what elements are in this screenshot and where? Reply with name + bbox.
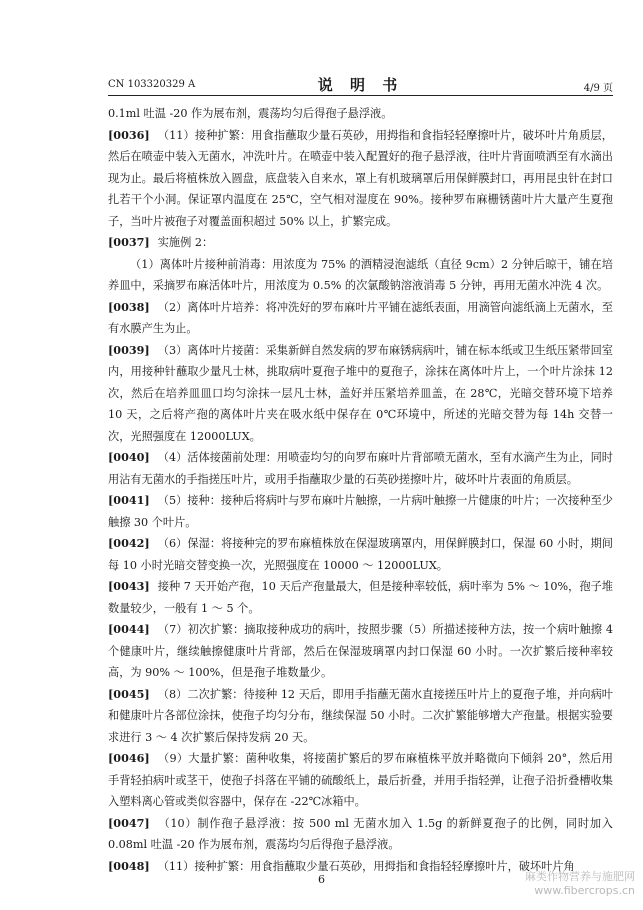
paragraph-text: （2）离体叶片培养：将冲洗好的罗布麻叶片平铺在滤纸表面，用滴管向滤纸滴上无菌水，至有水膜产生为止。	[108, 300, 613, 335]
paragraph	[108, 447, 613, 490]
paragraph-text: （11）接种扩繁：用食指蘸取少量石英砂，用拇指和食指轻轻摩擦叶片，破坏叶片角质层，然后在喷壶中装入无菌水，冲洗叶片。在喷壶中装入配置好的孢子悬浮液，往叶片背面喷洒至有水滴出现为止。最后将植株放入圆盘，底盘装入自来水，罩上有机玻璃罩后用保鲜膜封口，再用昆虫针在封口扎若干个小洞。保证罩内温度在 25℃，空气相对湿度在 90%。接种罗布麻栅锈菌叶片大量产生夏孢子，当叶片被孢子对覆盖面积超过 50% 以上，扩繁完成。	[108, 128, 613, 228]
paragraph-text: （8）二次扩繁：待接种 12 天后，即用手指蘸无菌水直接搓压叶片上的夏孢子堆，并向病叶和健康叶片各部位涂抹，使孢子均匀分布，继续保湿 50 小时。二次扩繁能够增大产孢量。根据实验要求进行 3 ～ 4 次扩繁后保持发病 20 天。	[108, 687, 613, 744]
paragraph-text: （1）离体叶片接种前消毒：用浓度为 75% 的酒精浸泡滤纸（直径 9cm）2 分钟后晾干，铺在培养皿中，采摘罗布麻活体叶片，用浓度为 0.5% 的次氯酸钠溶液消毒 5 分钟，再用无菌水冲洗 4 次。	[108, 257, 613, 292]
page-reference: 4/9 页	[583, 83, 613, 94]
site-watermark	[525, 870, 635, 898]
paragraph-text: （9）大量扩繁：菌种收集，将接菌扩繁后的罗布麻植株平放并略微向下倾斜 20°，然后用手背轻拍病叶或茎干，使孢子抖落在平铺的硫酸纸上，最后折叠，并用手指轻弹，让孢子沿折叠槽收集入塑料离心管或类似容器中，保存在 -22℃冰箱中。	[108, 752, 613, 808]
paragraph	[108, 232, 613, 254]
paragraph-number: [0038]	[108, 299, 150, 314]
watermark-line-1: 麻类作物营养与施肥网	[525, 870, 635, 883]
paragraph	[108, 125, 613, 233]
watermark-line-2: www.fibercrops.cn	[534, 884, 635, 897]
paragraph-number: [0037]	[108, 235, 150, 249]
paragraph-text: （7）初次扩繁：摘取接种成功的病叶，按照步骤（5）所描述接种方法，按一个病叶触擦 4 个健康叶片，继续触擦健康叶片背部，然后在保湿玻璃罩内封口保湿 60 小时。一次扩繁后接种率较高，为 90% ～ 100%，但是孢子堆数量少。	[108, 623, 613, 679]
paragraph-number: [0048]	[108, 858, 150, 873]
paragraph-text: （6）保湿：将接种完的罗布麻植株放在保湿玻璃罩内，用保鲜膜封口，保湿 60 小时，期间每 10 小时光暗交替变换一次，光照强度在 10000 ～ 12000LUX。	[108, 537, 613, 572]
paragraph	[108, 576, 613, 619]
paragraph-number: [0042]	[108, 536, 150, 550]
paragraph-text: （11）接种扩繁：用食指蘸取少量石英砂，用拇指和食指轻轻摩擦叶片，破坏叶片角	[157, 859, 575, 873]
paragraph-number: [0043]	[108, 579, 150, 593]
page-header	[108, 74, 613, 96]
paragraph-text: 0.1ml 吐温 -20 作为展布剂，震荡均匀后得孢子悬浮液。	[108, 107, 393, 120]
header-rule	[108, 95, 613, 96]
document-body	[108, 103, 613, 877]
paragraph-text: （5）接种：接种后将病叶与罗布麻叶片触擦，一片病叶触擦一片健康的叶片；一次接种至少触擦 30 个叶片。	[108, 494, 613, 529]
paragraph-number: [0040]	[108, 450, 150, 464]
paragraph-number: [0046]	[108, 751, 150, 765]
paragraph	[108, 748, 613, 813]
paragraph	[108, 340, 613, 448]
paragraph-text: （10）制作孢子悬浮液：按 500 ml 无菌水加入 1.5g 的新鲜夏孢子的比例，同时加入 0.08ml 吐温 -20 作为展布剂，震荡均匀后得孢子悬浮液。	[108, 816, 613, 851]
paragraph	[108, 254, 613, 297]
page-number: 6	[318, 873, 325, 886]
paragraph-number: [0047]	[108, 815, 150, 830]
paragraph-number: [0036]	[108, 127, 150, 142]
paragraph	[108, 533, 613, 576]
paragraph	[108, 684, 613, 749]
patent-number: CN 103320329 A	[108, 79, 196, 90]
paragraph-number: [0041]	[108, 493, 150, 507]
paragraph-text: 接种 7 天开始产孢，10 天后产孢量最大，但是接种率较低，病叶率为 5% ～ 10%，孢子堆数量较少，一般有 1 ～ 5 个。	[108, 580, 613, 615]
paragraph-text: 实施例 2：	[157, 236, 214, 249]
paragraph-text: （3）离体叶片接菌：采集新鲜自然发病的罗布麻锈病病叶，铺在标本纸或卫生纸压紧带回室内，用接种针蘸取少量凡士林，挑取病叶夏孢子堆中的夏孢子，涂抹在离体叶片上，一个叶片涂抹 12 次，然后在培养皿皿口均匀涂抹一层凡士林，盖好并压紧培养皿盖，在 28℃，光暗交替环境下培养 10 天，之后将产孢的离体叶片夹在吸水纸中保存在 0℃环境中，所述的光暗交替为每 14h 交替一次，光照强度在 12000LUX。	[108, 343, 613, 443]
paragraph	[108, 103, 613, 125]
paragraph-number: [0039]	[108, 342, 150, 357]
paragraph-text: （4）活体接菌前处理：用喷壶均匀的向罗布麻叶片背部喷无菌水，至有水滴产生为止，同时用沾有无菌水的手指搓压叶片，或用手指蘸取少量的石英砂搓擦叶片，破坏叶片表面的角质层。	[108, 451, 613, 486]
paragraph-number: [0044]	[108, 622, 150, 636]
paragraph-number: [0045]	[108, 686, 150, 701]
document-title: 说 明 书	[317, 76, 404, 94]
paragraph	[108, 619, 613, 684]
paragraph	[108, 490, 613, 533]
paragraph	[108, 813, 613, 856]
paragraph	[108, 297, 613, 340]
